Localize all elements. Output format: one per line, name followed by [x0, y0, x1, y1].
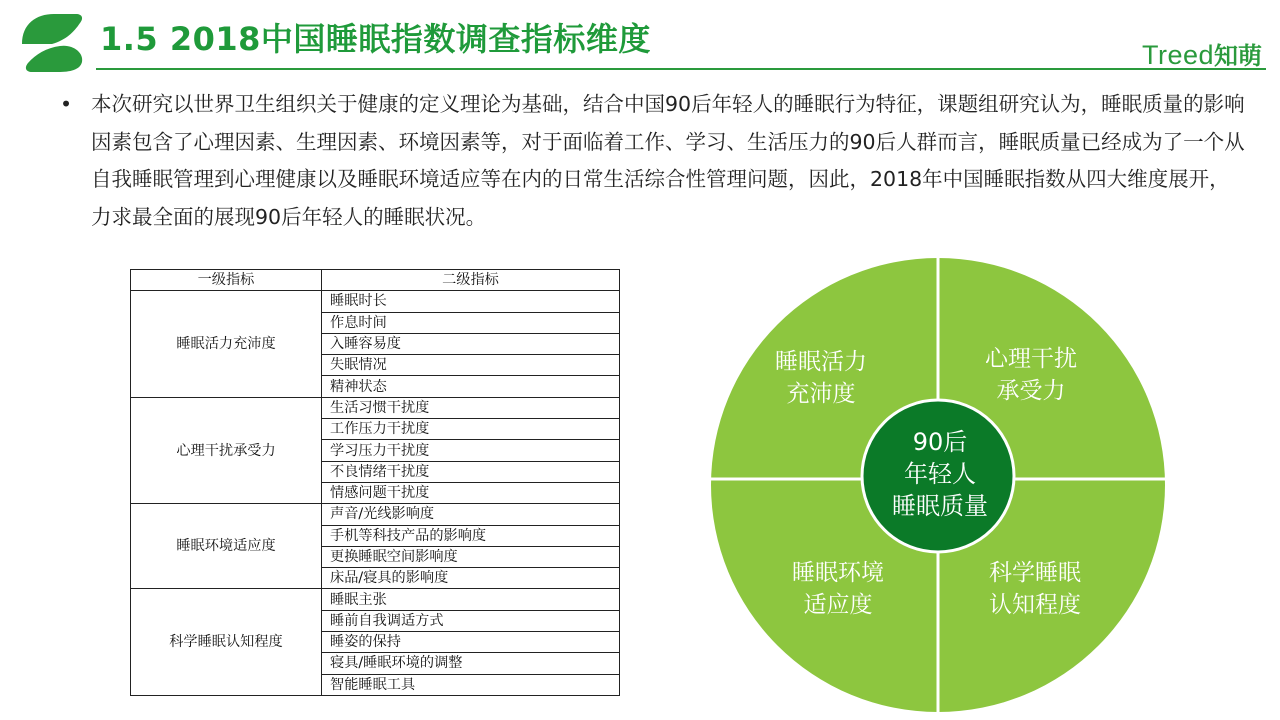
table-row — [131, 397, 620, 418]
level2-cell: 作息时间 — [322, 312, 620, 333]
level2-cell: 精神状态 — [322, 376, 620, 397]
level2-cell: 情感问题干扰度 — [322, 482, 620, 503]
center-label-line3: 睡眠质量 — [892, 492, 988, 520]
intro-text: 本次研究以世界卫生组织关于健康的定义理论为基础，结合中国90后年轻人的睡眠行为特征，课题组研究认为，睡眠质量的影响因素包含了心理因素、生理因素、环境因素等，对于面临着工作、学习、生活压力的90后人群而言，睡眠质量已经成为了一个从自我睡眠管理到心理健康以及睡眠环境适应等在内的日常生活综合性管理问题，因此，2018年中国睡眠指数从四大维度展开，力求最全面的展现90后年轻人的睡眠状况。 — [91, 92, 1245, 229]
quadrant-top-right-line1: 心理干扰 — [985, 346, 1077, 372]
table-header-row — [131, 270, 620, 291]
brand-logo-icon — [18, 10, 90, 76]
bullet-icon: • — [60, 92, 73, 116]
quadrant-bottom-right-line2: 认知程度 — [989, 592, 1081, 618]
level2-cell: 床品/寝具的影响度 — [322, 568, 620, 589]
level2-cell: 手机等科技产品的影响度 — [322, 525, 620, 546]
level2-cell: 更换睡眠空间影响度 — [322, 546, 620, 567]
quadrant-diagram — [708, 255, 1168, 715]
intro-paragraph — [60, 86, 1250, 236]
quadrant-bottom-left-line2: 适应度 — [803, 592, 873, 618]
quadrant-bottom-right-line1: 科学睡眠 — [989, 560, 1081, 586]
brand-name-en: Treed — [1141, 40, 1214, 70]
quadrant-top-left-line2: 充沛度 — [786, 381, 856, 407]
level2-cell: 睡前自我调适方式 — [322, 610, 620, 631]
level2-cell: 入睡容易度 — [322, 333, 620, 354]
level2-cell: 智能睡眠工具 — [322, 674, 620, 695]
quadrant-top-left-line1: 睡眠活力 — [775, 349, 867, 375]
table-row — [131, 504, 620, 525]
level2-cell: 不良情绪干扰度 — [322, 461, 620, 482]
level2-cell: 睡眠主张 — [322, 589, 620, 610]
quadrant-top-right-line2: 承受力 — [996, 378, 1066, 404]
level1-cell: 科学睡眠认知程度 — [131, 589, 322, 695]
level2-cell: 寝具/睡眠环境的调整 — [322, 653, 620, 674]
level1-cell: 睡眠环境适应度 — [131, 504, 322, 589]
quadrant-bottom-left-line1: 睡眠环境 — [792, 560, 884, 586]
index-table — [130, 269, 620, 696]
header-level1: 一级指标 — [131, 270, 322, 291]
table-row — [131, 589, 620, 610]
header-level2: 二级指标 — [322, 270, 620, 291]
level1-cell: 睡眠活力充沛度 — [131, 291, 322, 397]
level2-cell: 工作压力干扰度 — [322, 419, 620, 440]
table-row — [131, 291, 620, 312]
level2-cell: 声音/光线影响度 — [322, 504, 620, 525]
level2-cell: 生活习惯干扰度 — [322, 397, 620, 418]
brand-name-cn: 知萌 — [1214, 42, 1262, 70]
center-label-line1: 90后 — [912, 428, 968, 456]
brand-wordmark — [1142, 36, 1262, 71]
level2-cell: 学习压力干扰度 — [322, 440, 620, 461]
level2-cell: 失眠情况 — [322, 355, 620, 376]
level2-cell: 睡眠时长 — [322, 291, 620, 312]
page-title: 1.5 2018中国睡眠指数调查指标维度 — [100, 20, 651, 58]
level1-cell: 心理干扰承受力 — [131, 397, 322, 503]
title-divider — [96, 68, 1266, 70]
center-label-line2: 年轻人 — [904, 460, 976, 488]
level2-cell: 睡姿的保持 — [322, 632, 620, 653]
